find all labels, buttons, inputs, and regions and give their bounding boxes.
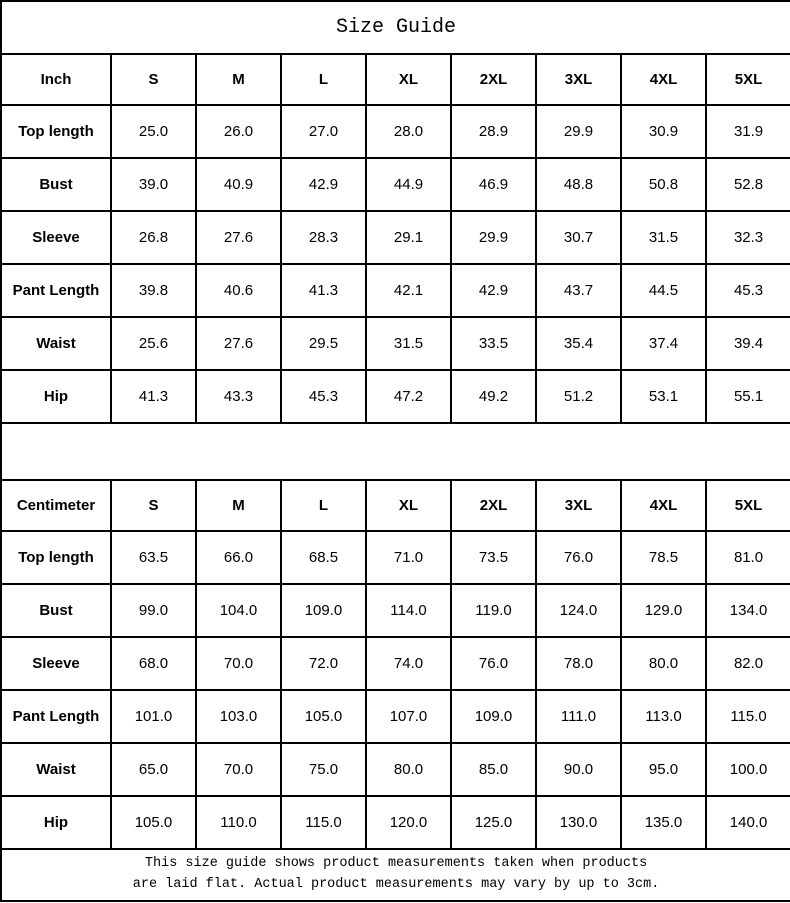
measurement-value: 47.2 bbox=[366, 370, 451, 423]
measurement-value: 50.8 bbox=[621, 158, 706, 211]
measurement-value: 113.0 bbox=[621, 690, 706, 743]
measurement-value: 28.0 bbox=[366, 105, 451, 158]
measurement-value: 101.0 bbox=[111, 690, 196, 743]
measurement-value: 81.0 bbox=[706, 531, 790, 584]
measurement-value: 66.0 bbox=[196, 531, 281, 584]
measurement-label: Waist bbox=[1, 743, 111, 796]
measurement-value: 39.0 bbox=[111, 158, 196, 211]
section-gap bbox=[1, 423, 790, 480]
measurement-value: 37.4 bbox=[621, 317, 706, 370]
measurement-value: 39.8 bbox=[111, 264, 196, 317]
measurement-value: 71.0 bbox=[366, 531, 451, 584]
measurement-value: 85.0 bbox=[451, 743, 536, 796]
measurement-label: Bust bbox=[1, 584, 111, 637]
measurement-value: 43.3 bbox=[196, 370, 281, 423]
measurement-value: 25.6 bbox=[111, 317, 196, 370]
measurement-label: Pant Length bbox=[1, 264, 111, 317]
measurement-value: 49.2 bbox=[451, 370, 536, 423]
measurement-value: 72.0 bbox=[281, 637, 366, 690]
measurement-row bbox=[1, 370, 790, 423]
measurement-value: 41.3 bbox=[111, 370, 196, 423]
measurement-value: 46.9 bbox=[451, 158, 536, 211]
measurement-value: 109.0 bbox=[281, 584, 366, 637]
measurement-value: 82.0 bbox=[706, 637, 790, 690]
measurement-value: 73.5 bbox=[451, 531, 536, 584]
measurement-row bbox=[1, 158, 790, 211]
size-column-header: 2XL bbox=[451, 480, 536, 531]
measurement-row bbox=[1, 531, 790, 584]
measurement-value: 55.1 bbox=[706, 370, 790, 423]
size-column-header: XL bbox=[366, 480, 451, 531]
measurement-label: Hip bbox=[1, 796, 111, 849]
footer-section bbox=[1, 849, 790, 901]
measurement-value: 33.5 bbox=[451, 317, 536, 370]
measurement-row bbox=[1, 743, 790, 796]
unit-label: Inch bbox=[1, 54, 111, 105]
measurement-value: 31.5 bbox=[366, 317, 451, 370]
footer-note-line-1: This size guide shows product measurements taken when products bbox=[144, 856, 648, 872]
measurement-value: 65.0 bbox=[111, 743, 196, 796]
size-column-header: S bbox=[111, 480, 196, 531]
measurement-value: 70.0 bbox=[196, 637, 281, 690]
measurement-value: 75.0 bbox=[281, 743, 366, 796]
measurement-value: 104.0 bbox=[196, 584, 281, 637]
measurement-value: 25.0 bbox=[111, 105, 196, 158]
measurement-value: 43.7 bbox=[536, 264, 621, 317]
measurement-value: 99.0 bbox=[111, 584, 196, 637]
measurement-value: 29.1 bbox=[366, 211, 451, 264]
measurement-row bbox=[1, 211, 790, 264]
size-column-header: M bbox=[196, 54, 281, 105]
measurement-value: 42.1 bbox=[366, 264, 451, 317]
measurement-value: 45.3 bbox=[281, 370, 366, 423]
measurement-value: 26.8 bbox=[111, 211, 196, 264]
measurement-value: 107.0 bbox=[366, 690, 451, 743]
measurement-value: 109.0 bbox=[451, 690, 536, 743]
measurement-value: 42.9 bbox=[451, 264, 536, 317]
measurement-value: 32.3 bbox=[706, 211, 790, 264]
measurement-value: 29.9 bbox=[451, 211, 536, 264]
measurement-value: 140.0 bbox=[706, 796, 790, 849]
measurement-label: Top length bbox=[1, 105, 111, 158]
size-column-header: 2XL bbox=[451, 54, 536, 105]
measurement-value: 27.6 bbox=[196, 317, 281, 370]
measurement-row bbox=[1, 584, 790, 637]
measurement-value: 105.0 bbox=[111, 796, 196, 849]
measurement-value: 120.0 bbox=[366, 796, 451, 849]
size-header-row bbox=[1, 54, 790, 105]
measurement-value: 28.3 bbox=[281, 211, 366, 264]
measurement-value: 78.5 bbox=[621, 531, 706, 584]
measurement-value: 129.0 bbox=[621, 584, 706, 637]
measurement-value: 40.6 bbox=[196, 264, 281, 317]
measurement-value: 135.0 bbox=[621, 796, 706, 849]
measurement-value: 134.0 bbox=[706, 584, 790, 637]
measurement-row bbox=[1, 264, 790, 317]
measurement-label: Top length bbox=[1, 531, 111, 584]
measurement-value: 76.0 bbox=[451, 637, 536, 690]
size-column-header: L bbox=[281, 54, 366, 105]
measurement-value: 103.0 bbox=[196, 690, 281, 743]
measurement-label: Pant Length bbox=[1, 690, 111, 743]
size-column-header: M bbox=[196, 480, 281, 531]
footer-row bbox=[1, 849, 790, 901]
measurement-value: 124.0 bbox=[536, 584, 621, 637]
measurement-value: 68.5 bbox=[281, 531, 366, 584]
measurement-value: 53.1 bbox=[621, 370, 706, 423]
measurement-value: 70.0 bbox=[196, 743, 281, 796]
unit-label: Centimeter bbox=[1, 480, 111, 531]
title-row bbox=[1, 1, 790, 54]
measurement-value: 44.5 bbox=[621, 264, 706, 317]
measurement-value: 27.0 bbox=[281, 105, 366, 158]
title-section bbox=[1, 1, 790, 54]
measurement-value: 78.0 bbox=[536, 637, 621, 690]
measurement-value: 39.4 bbox=[706, 317, 790, 370]
measurement-value: 130.0 bbox=[536, 796, 621, 849]
measurement-label: Waist bbox=[1, 317, 111, 370]
size-column-header: 4XL bbox=[621, 54, 706, 105]
measurement-value: 48.8 bbox=[536, 158, 621, 211]
measurement-value: 110.0 bbox=[196, 796, 281, 849]
footer-note-line-2: are laid flat. Actual product measurements may vary by up to 3cm. bbox=[132, 877, 660, 892]
measurement-value: 100.0 bbox=[706, 743, 790, 796]
measurement-label: Sleeve bbox=[1, 211, 111, 264]
size-column-header: 3XL bbox=[536, 480, 621, 531]
footer-note bbox=[1, 849, 790, 901]
measurement-value: 40.9 bbox=[196, 158, 281, 211]
measurement-value: 26.0 bbox=[196, 105, 281, 158]
measurement-value: 52.8 bbox=[706, 158, 790, 211]
inch-section bbox=[1, 54, 790, 423]
centimeter-section bbox=[1, 480, 790, 849]
measurement-row bbox=[1, 796, 790, 849]
measurement-value: 29.9 bbox=[536, 105, 621, 158]
size-column-header: L bbox=[281, 480, 366, 531]
measurement-value: 115.0 bbox=[706, 690, 790, 743]
size-column-header: 3XL bbox=[536, 54, 621, 105]
measurement-value: 30.7 bbox=[536, 211, 621, 264]
measurement-value: 95.0 bbox=[621, 743, 706, 796]
measurement-value: 27.6 bbox=[196, 211, 281, 264]
measurement-value: 80.0 bbox=[366, 743, 451, 796]
measurement-value: 80.0 bbox=[621, 637, 706, 690]
measurement-value: 114.0 bbox=[366, 584, 451, 637]
measurement-value: 119.0 bbox=[451, 584, 536, 637]
size-column-header: 5XL bbox=[706, 480, 790, 531]
measurement-value: 41.3 bbox=[281, 264, 366, 317]
measurement-value: 63.5 bbox=[111, 531, 196, 584]
measurement-value: 42.9 bbox=[281, 158, 366, 211]
measurement-value: 51.2 bbox=[536, 370, 621, 423]
measurement-row bbox=[1, 637, 790, 690]
section-gap-row bbox=[1, 423, 790, 480]
measurement-value: 35.4 bbox=[536, 317, 621, 370]
measurement-value: 29.5 bbox=[281, 317, 366, 370]
measurement-value: 31.5 bbox=[621, 211, 706, 264]
measurement-value: 28.9 bbox=[451, 105, 536, 158]
measurement-value: 125.0 bbox=[451, 796, 536, 849]
measurement-row bbox=[1, 317, 790, 370]
size-column-header: XL bbox=[366, 54, 451, 105]
size-column-header: S bbox=[111, 54, 196, 105]
measurement-label: Sleeve bbox=[1, 637, 111, 690]
measurement-label: Bust bbox=[1, 158, 111, 211]
measurement-value: 76.0 bbox=[536, 531, 621, 584]
measurement-value: 45.3 bbox=[706, 264, 790, 317]
size-header-row bbox=[1, 480, 790, 531]
measurement-value: 74.0 bbox=[366, 637, 451, 690]
measurement-value: 68.0 bbox=[111, 637, 196, 690]
measurement-value: 105.0 bbox=[281, 690, 366, 743]
measurement-value: 44.9 bbox=[366, 158, 451, 211]
page-title: Size Guide bbox=[1, 1, 790, 54]
measurement-value: 30.9 bbox=[621, 105, 706, 158]
size-column-header: 5XL bbox=[706, 54, 790, 105]
measurement-value: 90.0 bbox=[536, 743, 621, 796]
spacer-cell bbox=[1, 423, 790, 480]
measurement-label: Hip bbox=[1, 370, 111, 423]
measurement-value: 31.9 bbox=[706, 105, 790, 158]
measurement-row bbox=[1, 690, 790, 743]
measurement-value: 111.0 bbox=[536, 690, 621, 743]
measurement-value: 115.0 bbox=[281, 796, 366, 849]
measurement-row bbox=[1, 105, 790, 158]
size-column-header: 4XL bbox=[621, 480, 706, 531]
